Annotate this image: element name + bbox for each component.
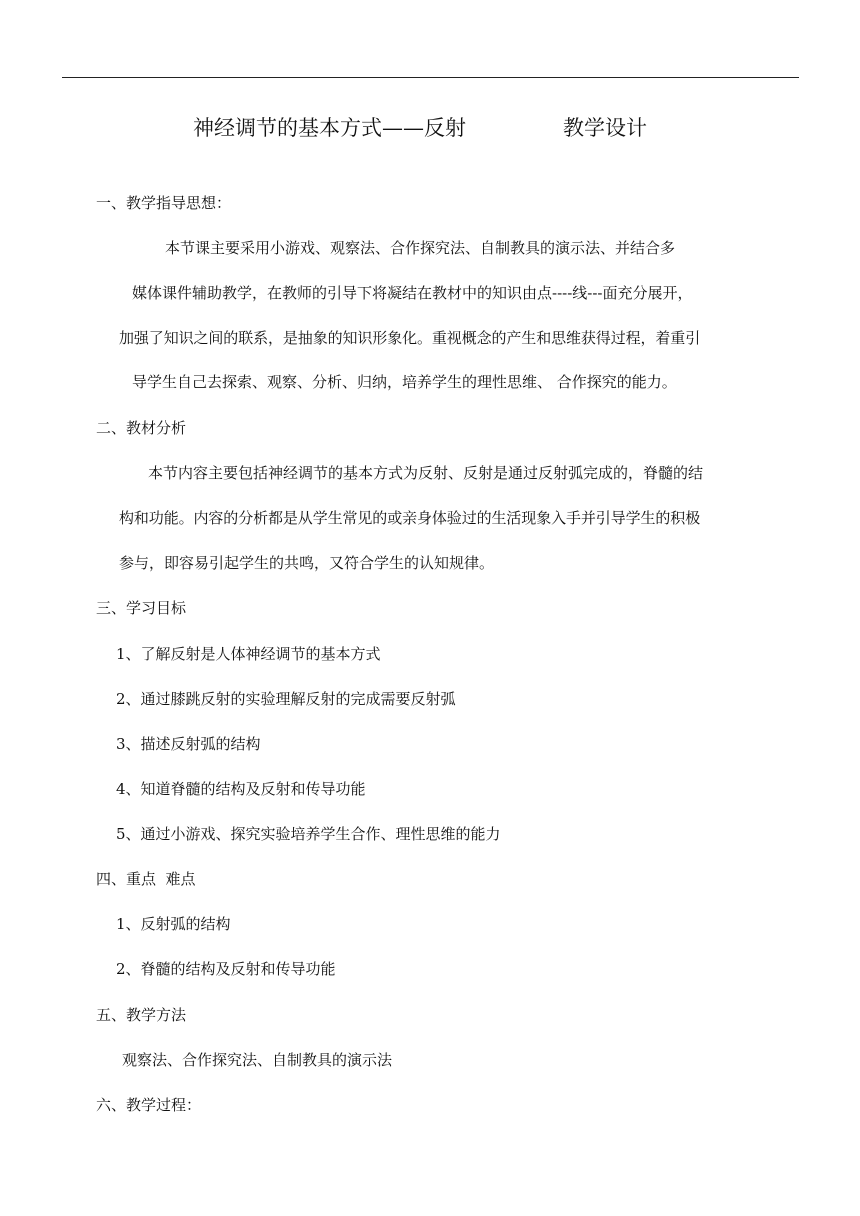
section-1-heading: 一、教学指导思想： bbox=[96, 194, 232, 212]
objective-item: 2、通过膝跳反射的实验理解反射的完成需要反射弧 bbox=[116, 690, 456, 708]
section-5-heading: 五、教学方法 bbox=[96, 1006, 187, 1024]
section-4-heading: 四、重点 难点 bbox=[96, 870, 196, 888]
section-1-paragraph-line: 导学生自己去探索、观察、分析、归纳，培养学生的理性思维、 合作探究的能力。 bbox=[132, 373, 677, 391]
section-2-paragraph-line: 本节内容主要包括神经调节的基本方式为反射、反射是通过反射弧完成的，脊髓的结 bbox=[148, 464, 704, 482]
section-5-paragraph-line: 观察法、合作探究法、自制教具的演示法 bbox=[122, 1051, 393, 1069]
section-1-paragraph-line: 加强了知识之间的联系，是抽象的知识形象化。重视概念的产生和思维获得过程，着重引 bbox=[119, 329, 701, 347]
objective-item: 4、知道脊髓的结构及反射和传导功能 bbox=[116, 780, 366, 798]
section-1-paragraph-line: 本节课主要采用小游戏、观察法、合作探究法、自制教具的演示法、并结合多 bbox=[165, 239, 676, 257]
section-6-heading: 六、教学过程： bbox=[96, 1096, 202, 1114]
key-point-item: 2、脊髓的结构及反射和传导功能 bbox=[116, 960, 336, 978]
section-3-heading: 三、学习目标 bbox=[96, 599, 187, 617]
objective-item: 3、描述反射弧的结构 bbox=[116, 735, 261, 753]
section-1-paragraph-line: 媒体课件辅助教学，在教师的引导下将凝结在教材中的知识由点----线---面充分展开， bbox=[132, 284, 693, 302]
title-suffix: 教学设计 bbox=[563, 116, 647, 140]
section-2-heading: 二、教材分析 bbox=[96, 419, 187, 437]
header-rule bbox=[62, 77, 799, 78]
section-2-paragraph-line: 构和功能。内容的分析都是从学生常见的或亲身体验过的生活现象入手并引导学生的积极 bbox=[119, 509, 701, 527]
section-2-paragraph-line: 参与，即容易引起学生的共鸣，又符合学生的认知规律。 bbox=[119, 554, 495, 572]
objective-item: 1、了解反射是人体神经调节的基本方式 bbox=[116, 645, 381, 663]
key-point-item: 1、反射弧的结构 bbox=[116, 915, 231, 933]
title-main: 神经调节的基本方式——反射 bbox=[193, 116, 466, 140]
document-title bbox=[0, 112, 860, 144]
objective-item: 5、通过小游戏、探究实验培养学生合作、理性思维的能力 bbox=[116, 825, 501, 843]
